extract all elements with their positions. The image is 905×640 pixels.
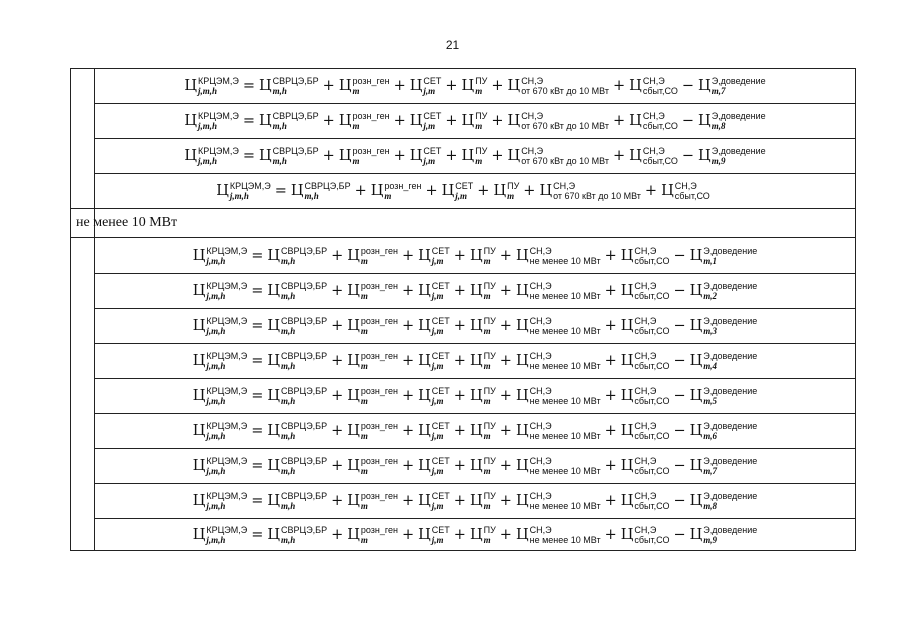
term-sn-sbyt: Ц СН,Э сбыт,СО bbox=[620, 351, 670, 371]
operator-plus: + bbox=[453, 527, 466, 543]
term-sn-range: Ц СН,Э не менее 10 МВт bbox=[515, 281, 601, 301]
operator-minus: − bbox=[681, 78, 695, 94]
formula bbox=[216, 181, 710, 201]
term-svr: Ц СВРЦЭ,БР m,h bbox=[267, 525, 328, 545]
term-svr: Ц СВРЦЭ,БР m,h bbox=[267, 245, 328, 266]
operator-plus: + bbox=[401, 423, 415, 439]
formula-row bbox=[95, 104, 855, 139]
operator-minus: − bbox=[673, 493, 686, 509]
section-heading-row bbox=[71, 209, 855, 238]
term-rozn: Ц розн_ген m bbox=[347, 245, 398, 266]
operator-plus: + bbox=[322, 78, 335, 94]
formula bbox=[193, 491, 758, 511]
operator-plus: + bbox=[644, 183, 658, 199]
term-set: Ц СЕТ j,m bbox=[441, 181, 474, 201]
formula-row bbox=[95, 414, 855, 449]
term-dov: Ц Э,доведение m,2 bbox=[689, 281, 758, 301]
term-set: Ц СЕТ j,m bbox=[418, 245, 450, 266]
operator-plus: + bbox=[453, 318, 466, 334]
formula bbox=[193, 281, 758, 301]
term-sn-range: Ц СН,Э от 670 кВт до 10 МВт bbox=[539, 181, 641, 201]
formula bbox=[184, 111, 765, 131]
operator-plus: + bbox=[401, 247, 415, 264]
operator-minus: − bbox=[673, 527, 686, 543]
term-svr: Ц СВРЦЭ,БР m,h bbox=[258, 111, 319, 131]
term-sn-sbyt: Ц СН,Э сбыт,СО bbox=[620, 316, 670, 336]
term-svr: Ц СВРЦЭ,БР m,h bbox=[258, 146, 319, 166]
term-krc: Ц КРЦЭМ,Э j,m,h bbox=[184, 146, 239, 166]
operator-plus: + bbox=[604, 318, 617, 334]
term-dov: Ц Э,доведение m,5 bbox=[689, 386, 758, 406]
operator-plus: + bbox=[491, 113, 504, 129]
term-set: Ц СЕТ j,m bbox=[409, 76, 442, 96]
operator-minus: − bbox=[673, 353, 686, 369]
operator-plus: + bbox=[453, 353, 466, 369]
term-svr: Ц СВРЦЭ,БР m,h bbox=[267, 456, 328, 476]
operator-plus: + bbox=[604, 527, 617, 543]
term-sn-sbyt: Ц СН,Э сбыт,СО bbox=[620, 456, 670, 476]
term-rozn: Ц розн_ген m bbox=[338, 111, 390, 131]
operator-plus: + bbox=[453, 423, 466, 439]
term-krc: Ц КРЦЭМ,Э j,m,h bbox=[184, 76, 239, 96]
operator-plus: + bbox=[445, 113, 458, 129]
term-sn-range: Ц СН,Э не менее 10 МВт bbox=[515, 525, 601, 545]
formula-row bbox=[95, 484, 855, 519]
term-krc: Ц КРЦЭМ,Э j,m,h bbox=[192, 316, 248, 336]
operator-plus: + bbox=[322, 113, 335, 129]
term-rozn: Ц розн_ген m bbox=[347, 316, 398, 336]
term-sn-range: Ц СН,Э не менее 10 МВт bbox=[515, 351, 601, 371]
formula-row bbox=[95, 379, 855, 414]
operator-plus: + bbox=[393, 148, 406, 164]
term-dov: Ц Э,доведение m,8 bbox=[698, 111, 766, 131]
operator-plus: + bbox=[331, 458, 344, 474]
formula-row bbox=[71, 174, 855, 209]
operator-plus: + bbox=[331, 283, 344, 299]
term-rozn: Ц розн_ген m bbox=[347, 491, 398, 511]
term-sn-sbyt: Ц СН,Э сбыт,СО bbox=[620, 421, 670, 441]
term-dov: Ц Э,доведение m,4 bbox=[689, 351, 758, 371]
operator-plus: + bbox=[322, 148, 335, 164]
operator-plus: + bbox=[604, 388, 617, 404]
operator-eq: = bbox=[242, 148, 255, 164]
operator-plus: + bbox=[613, 148, 626, 164]
term-rozn: Ц розн_ген m bbox=[370, 181, 422, 201]
operator-plus: + bbox=[401, 283, 415, 299]
term-rozn: Ц розн_ген m bbox=[347, 386, 398, 406]
operator-plus: + bbox=[425, 183, 438, 199]
operator-plus: + bbox=[499, 388, 512, 404]
term-rozn: Ц розн_ген m bbox=[347, 421, 398, 441]
term-sn-range: Ц СН,Э от 670 кВт до 10 МВт bbox=[507, 146, 609, 166]
operator-minus: − bbox=[681, 148, 695, 164]
operator-eq: = bbox=[251, 527, 264, 543]
term-dov: Ц Э,доведение m,7 bbox=[689, 456, 758, 476]
operator-plus: + bbox=[499, 458, 512, 474]
term-pu: Ц ПУ m bbox=[469, 316, 496, 336]
formula-row bbox=[95, 519, 855, 551]
operator-eq: = bbox=[251, 458, 264, 474]
operator-plus: + bbox=[401, 527, 415, 543]
formula-row bbox=[95, 309, 855, 344]
operator-plus: + bbox=[491, 78, 504, 94]
term-sn-range: Ц СН,Э от 670 кВт до 10 МВт bbox=[507, 111, 609, 131]
operator-plus: + bbox=[331, 388, 344, 404]
operator-plus: + bbox=[604, 247, 617, 264]
term-pu: Ц ПУ m bbox=[469, 491, 496, 511]
operator-plus: + bbox=[499, 527, 512, 543]
operator-plus: + bbox=[613, 78, 626, 94]
operator-plus: + bbox=[445, 148, 458, 164]
operator-plus: + bbox=[393, 78, 406, 94]
operator-eq: = bbox=[251, 388, 264, 404]
formula-table bbox=[70, 68, 856, 551]
formula bbox=[193, 525, 758, 545]
formula-row bbox=[95, 69, 855, 104]
term-svr: Ц СВРЦЭ,БР m,h bbox=[267, 316, 328, 336]
operator-plus: + bbox=[331, 493, 344, 509]
term-sn-range: Ц СН,Э не менее 10 МВт bbox=[515, 245, 601, 266]
operator-minus: − bbox=[673, 458, 686, 474]
term-sn-sbyt: Ц СН,Э сбыт,СО bbox=[629, 76, 678, 96]
operator-minus: − bbox=[681, 113, 695, 129]
operator-plus: + bbox=[499, 493, 512, 509]
term-sn-sbyt: Ц СН,Э сбыт,СО bbox=[629, 146, 678, 166]
operator-plus: + bbox=[331, 527, 344, 543]
term-sn-sbyt: Ц СН,Э сбыт,СО bbox=[620, 281, 670, 301]
operator-plus: + bbox=[453, 388, 466, 404]
formula bbox=[193, 351, 758, 371]
formula-row bbox=[95, 274, 855, 309]
operator-plus: + bbox=[331, 353, 344, 369]
term-pu: Ц ПУ m bbox=[461, 76, 488, 96]
term-sn-range: Ц СН,Э от 670 кВт до 10 МВт bbox=[507, 76, 609, 96]
formula-row bbox=[95, 238, 855, 274]
operator-plus: + bbox=[604, 353, 617, 369]
term-pu: Ц ПУ m bbox=[493, 181, 520, 201]
term-rozn: Ц розн_ген m bbox=[347, 456, 398, 476]
term-dov: Ц Э,доведение m,6 bbox=[689, 421, 758, 441]
operator-plus: + bbox=[491, 148, 504, 164]
operator-plus: + bbox=[331, 247, 344, 264]
operator-eq: = bbox=[251, 353, 264, 369]
term-sn-sbyt: Ц СН,Э сбыт,СО bbox=[620, 245, 670, 266]
formula bbox=[184, 76, 765, 96]
term-sn-range: Ц СН,Э не менее 10 МВт bbox=[515, 491, 601, 511]
term-rozn: Ц розн_ген m bbox=[338, 146, 390, 166]
formula bbox=[193, 316, 758, 336]
formula bbox=[184, 146, 765, 166]
formula bbox=[193, 386, 758, 406]
term-set: Ц СЕТ j,m bbox=[409, 146, 442, 166]
term-krc: Ц КРЦЭМ,Э j,m,h bbox=[184, 111, 239, 131]
term-dov: Ц Э,доведение m,7 bbox=[698, 76, 766, 96]
term-krc: Ц КРЦЭМ,Э j,m,h bbox=[192, 421, 248, 441]
operator-plus: + bbox=[604, 493, 617, 509]
operator-plus: + bbox=[604, 458, 617, 474]
operator-eq: = bbox=[274, 183, 287, 199]
term-sn-range: Ц СН,Э не менее 10 МВт bbox=[515, 456, 601, 476]
term-rozn: Ц розн_ген m bbox=[347, 525, 398, 545]
operator-plus: + bbox=[401, 388, 415, 404]
operator-plus: + bbox=[604, 283, 617, 299]
term-krc: Ц КРЦЭМ,Э j,m,h bbox=[192, 245, 248, 266]
formula bbox=[193, 456, 758, 476]
operator-plus: + bbox=[477, 183, 490, 199]
operator-plus: + bbox=[401, 318, 415, 334]
operator-eq: = bbox=[251, 283, 264, 299]
term-dov: Ц Э,доведение m,1 bbox=[689, 245, 758, 266]
term-pu: Ц ПУ m bbox=[469, 525, 496, 545]
term-pu: Ц ПУ m bbox=[461, 146, 488, 166]
operator-plus: + bbox=[453, 247, 466, 264]
term-rozn: Ц розн_ген m bbox=[347, 351, 398, 371]
term-krc: Ц КРЦЭМ,Э j,m,h bbox=[192, 351, 248, 371]
term-svr: Ц СВРЦЭ,БР m,h bbox=[267, 491, 328, 511]
term-set: Ц СЕТ j,m bbox=[418, 421, 450, 441]
term-pu: Ц ПУ m bbox=[469, 456, 496, 476]
term-pu: Ц ПУ m bbox=[469, 351, 496, 371]
term-svr: Ц СВРЦЭ,БР m,h bbox=[267, 281, 328, 301]
operator-eq: = bbox=[242, 113, 255, 129]
term-svr: Ц СВРЦЭ,БР m,h bbox=[258, 76, 319, 96]
term-set: Ц СЕТ j,m bbox=[418, 525, 450, 545]
operator-plus: + bbox=[499, 318, 512, 334]
term-dov: Ц Э,доведение m,9 bbox=[698, 146, 766, 166]
term-set: Ц СЕТ j,m bbox=[418, 351, 450, 371]
operator-plus: + bbox=[401, 353, 415, 369]
operator-plus: + bbox=[401, 458, 415, 474]
operator-minus: − bbox=[673, 423, 686, 439]
term-set: Ц СЕТ j,m bbox=[418, 281, 450, 301]
operator-plus: + bbox=[604, 423, 617, 439]
term-krc: Ц КРЦЭМ,Э j,m,h bbox=[192, 281, 248, 301]
term-dov: Ц Э,доведение m,9 bbox=[689, 525, 758, 545]
operator-plus: + bbox=[613, 113, 626, 129]
term-svr: Ц СВРЦЭ,БР m,h bbox=[267, 421, 328, 441]
term-krc: Ц КРЦЭМ,Э j,m,h bbox=[192, 491, 248, 511]
term-sn-sbyt: Ц СН,Э сбыт,СО bbox=[661, 181, 710, 201]
operator-minus: − bbox=[673, 318, 686, 334]
term-sn-sbyt: Ц СН,Э сбыт,СО bbox=[629, 111, 678, 131]
operator-plus: + bbox=[393, 113, 406, 129]
term-pu: Ц ПУ m bbox=[469, 281, 496, 301]
term-set: Ц СЕТ j,m bbox=[418, 316, 450, 336]
term-krc: Ц КРЦЭМ,Э j,m,h bbox=[192, 525, 248, 545]
operator-eq: = bbox=[251, 493, 264, 509]
term-krc: Ц КРЦЭМ,Э j,m,h bbox=[216, 181, 271, 201]
formula-row bbox=[95, 449, 855, 484]
operator-plus: + bbox=[453, 283, 466, 299]
formula-row bbox=[95, 344, 855, 379]
term-rozn: Ц розн_ген m bbox=[347, 281, 398, 301]
formula bbox=[193, 421, 758, 441]
operator-plus: + bbox=[331, 318, 344, 334]
term-set: Ц СЕТ j,m bbox=[418, 456, 450, 476]
term-krc: Ц КРЦЭМ,Э j,m,h bbox=[192, 456, 248, 476]
operator-plus: + bbox=[499, 247, 512, 264]
term-set: Ц СЕТ j,m bbox=[418, 386, 450, 406]
operator-plus: + bbox=[401, 493, 415, 509]
term-svr: Ц СВРЦЭ,БР m,h bbox=[267, 351, 328, 371]
operator-plus: + bbox=[499, 353, 512, 369]
operator-plus: + bbox=[499, 423, 512, 439]
term-pu: Ц ПУ m bbox=[469, 421, 496, 441]
operator-plus: + bbox=[445, 78, 458, 94]
term-set: Ц СЕТ j,m bbox=[409, 111, 442, 131]
term-sn-sbyt: Ц СН,Э сбыт,СО bbox=[620, 386, 670, 406]
term-sn-sbyt: Ц СН,Э сбыт,СО bbox=[620, 525, 670, 545]
section-heading: не менее 10 МВт bbox=[76, 215, 178, 230]
formula bbox=[193, 246, 758, 266]
operator-minus: − bbox=[673, 247, 686, 264]
term-sn-sbyt: Ц СН,Э сбыт,СО bbox=[620, 491, 670, 511]
operator-minus: − bbox=[673, 388, 686, 404]
operator-plus: + bbox=[331, 423, 344, 439]
operator-plus: + bbox=[453, 458, 466, 474]
operator-plus: + bbox=[499, 283, 512, 299]
operator-eq: = bbox=[242, 78, 255, 94]
term-sn-range: Ц СН,Э не менее 10 МВт bbox=[515, 386, 601, 406]
term-dov: Ц Э,доведение m,8 bbox=[689, 491, 758, 511]
formula-row bbox=[95, 139, 855, 174]
term-sn-range: Ц СН,Э не менее 10 МВт bbox=[515, 421, 601, 441]
term-sn-range: Ц СН,Э не менее 10 МВт bbox=[515, 316, 601, 336]
term-rozn: Ц розн_ген m bbox=[338, 76, 390, 96]
operator-plus: + bbox=[523, 183, 536, 199]
term-svr: Ц СВРЦЭ,БР m,h bbox=[290, 181, 351, 201]
operator-eq: = bbox=[251, 423, 264, 439]
page-number: 21 bbox=[445, 38, 460, 52]
operator-eq: = bbox=[251, 247, 264, 264]
operator-plus: + bbox=[453, 493, 466, 509]
term-pu: Ц ПУ m bbox=[469, 245, 496, 266]
term-krc: Ц КРЦЭМ,Э j,m,h bbox=[192, 386, 248, 406]
term-pu: Ц ПУ m bbox=[469, 386, 496, 406]
term-svr: Ц СВРЦЭ,БР m,h bbox=[267, 386, 328, 406]
operator-plus: + bbox=[354, 183, 367, 199]
term-dov: Ц Э,доведение m,3 bbox=[689, 316, 758, 336]
term-pu: Ц ПУ m bbox=[461, 111, 488, 131]
operator-eq: = bbox=[251, 318, 264, 334]
term-set: Ц СЕТ j,m bbox=[418, 491, 450, 511]
operator-minus: − bbox=[673, 283, 686, 299]
